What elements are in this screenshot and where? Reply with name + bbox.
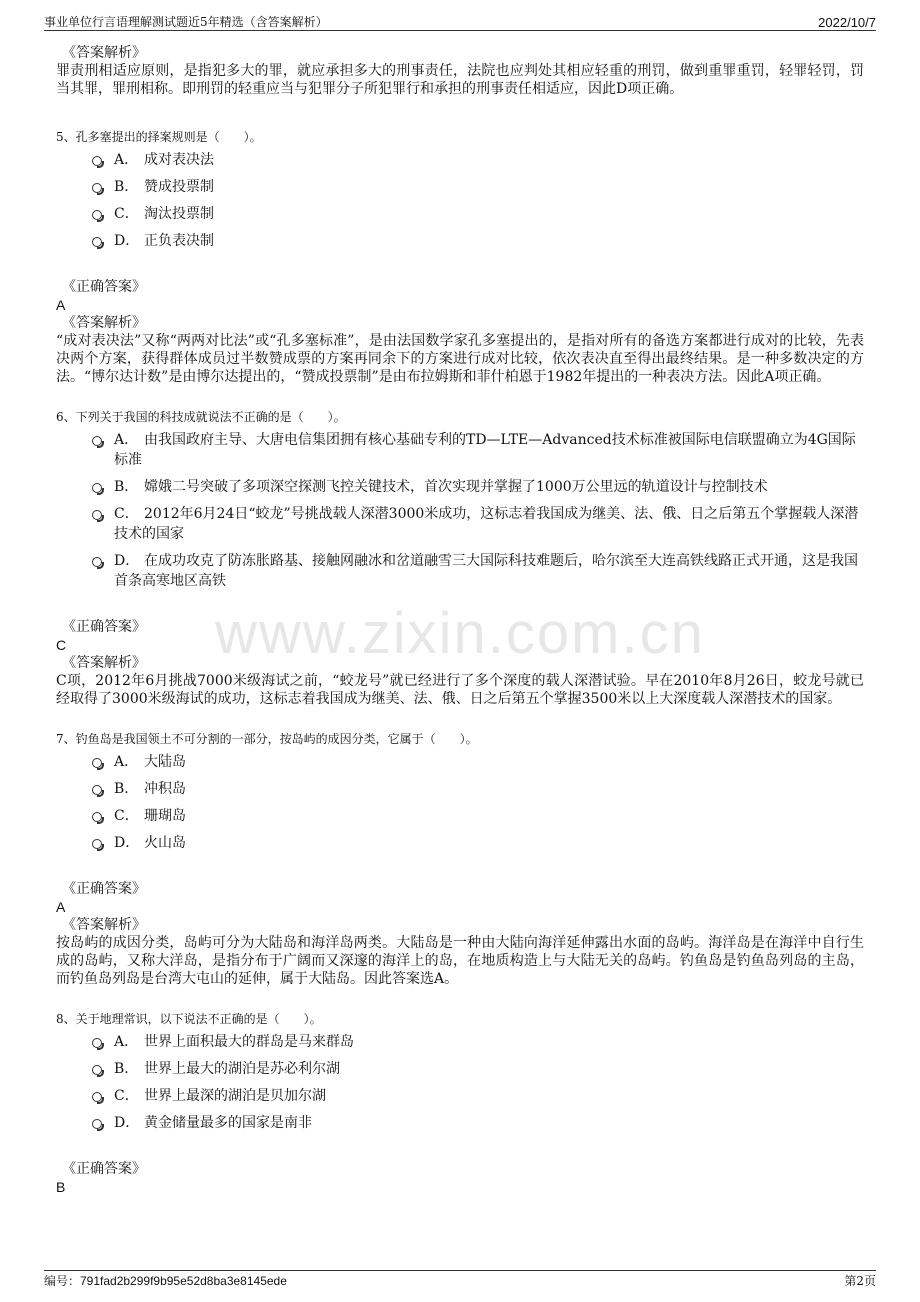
analysis-label: 《答案解析》 (62, 655, 146, 671)
radio-icon[interactable] (92, 210, 102, 220)
radio-icon[interactable] (92, 812, 102, 822)
analysis-label: 《答案解析》 (62, 917, 146, 933)
radio-icon[interactable] (92, 758, 102, 768)
correct-answer: A (56, 899, 66, 915)
analysis-text: 按岛屿的成因分类，岛屿可分为大陆岛和海洋岛两类。大陆岛是一种由大陆向海洋延伸露出水面的岛屿。海洋岛是在海洋中自行生成的岛屿，又称大洋岛，是指分布于广阔而又深邃的海洋上的岛，在地质构造上与大陆无关的岛屿。钓鱼岛是钓鱼岛列岛的主岛，而钓鱼岛列岛是台湾大屯山的延伸，属于大陆岛。因此答案选A。 (56, 935, 864, 987)
radio-icon[interactable] (92, 510, 102, 520)
option-d[interactable]: D． 火山岛 (92, 833, 864, 853)
option-a[interactable]: A． 由我国政府主导、大唐电信集团拥有核心基础专利的TD—LTE—Advanced技术标准被国际电信联盟确立为4G国际标准 (92, 430, 864, 470)
radio-icon[interactable] (92, 1065, 102, 1075)
option-list (92, 1032, 864, 1133)
analysis-text: “成对表决法”又称“两两对比法”或“孔多塞标准”，是由法国数学家孔多塞提出的，是指对所有的备选方案都进行成对的比较，先表决两个方案，获得群体成员过半数赞成票的方案再同余下的方案进行成对比较，依次表决直至得出最终结果。是一种多数决定的方法。“博尔达计数”是由博尔达提出的，“赞成投票制”是由布拉姆斯和菲什柏恩于1982年提出的一种表决方法。因此A项正确。 (56, 333, 864, 385)
option-d[interactable]: D． 正负表决制 (92, 231, 864, 251)
question-stem: 5、孔多塞提出的择案规则是（ ）。 (56, 130, 262, 144)
option-c[interactable]: C． 珊瑚岛 (92, 806, 864, 826)
radio-icon[interactable] (92, 156, 102, 166)
analysis-label: 《答案解析》 (62, 45, 146, 61)
question-stem: 8、关于地理常识，以下说法不正确的是（ ）。 (56, 1012, 322, 1026)
question-stem: 7、钓鱼岛是我国领土不可分割的一部分，按岛屿的成因分类，它属于（ ）。 (56, 732, 478, 746)
radio-icon[interactable] (92, 1119, 102, 1129)
watermark: www.zixin.com.cn (215, 601, 705, 666)
option-b[interactable]: B． 嫦娥二号突破了多项深空探测飞控关键技术，首次实现并掌握了1000万公里远的轨道设计与控制技术 (92, 477, 864, 497)
option-d[interactable]: D． 黄金储量最多的国家是南非 (92, 1113, 864, 1133)
radio-icon[interactable] (92, 785, 102, 795)
radio-icon[interactable] (92, 839, 102, 849)
radio-icon[interactable] (92, 557, 102, 567)
analysis-text: C项，2012年6月挑战7000米级海试之前，“蛟龙号”就已经进行了多个深度的载人深潜试验。早在2010年8月26日，蛟龙号就已经取得了3000米级海试的成功，这标志着我国成为继美、法、俄、日之后第五个掌握3500米以上大深度载人深潜技术的国家。 (56, 673, 864, 707)
analysis-label: 《答案解析》 (62, 315, 146, 331)
option-a[interactable]: A． 成对表决法 (92, 150, 864, 170)
footer-divider (44, 1270, 876, 1271)
correct-answer-label: 《正确答案》 (62, 279, 146, 295)
option-b[interactable]: B． 世界上最大的湖泊是苏必利尔湖 (92, 1059, 864, 1079)
correct-answer-label: 《正确答案》 (62, 881, 146, 897)
radio-icon[interactable] (92, 436, 102, 446)
correct-answer: B (56, 1179, 66, 1195)
option-d[interactable]: D． 在成功攻克了防冻胀路基、接触网融冰和岔道融雪三大国际科技难题后，哈尔滨至大连高铁线路正式开通，这是我国首条高寒地区高铁 (92, 551, 864, 591)
option-list (92, 430, 864, 591)
analysis-text: 罪责刑相适应原则，是指犯多大的罪，就应承担多大的刑事责任，法院也应判处其相应轻重的刑罚，做到重罪重罚，轻罪轻罚，罚当其罪，罪刑相称。即刑罚的轻重应当与犯罪分子所犯罪行和承担的刑事责任相适应，因此D项正确。 (56, 63, 864, 97)
page-footer (44, 1272, 876, 1290)
option-c[interactable]: C． 2012年6月24日“蛟龙”号挑战载人深潜3000米成功，这标志着我国成为继美、法、俄、日之后第五个掌握载人深潜技术的国家 (92, 504, 864, 544)
option-a[interactable]: A． 世界上面积最大的群岛是马来群岛 (92, 1032, 864, 1052)
radio-icon[interactable] (92, 183, 102, 193)
option-b[interactable]: B． 赞成投票制 (92, 177, 864, 197)
page-content (56, 44, 864, 1196)
radio-icon[interactable] (92, 237, 102, 247)
option-list (92, 752, 864, 853)
question-stem: 6、下列关于我国的科技成就说法不正确的是（ ）。 (56, 410, 346, 424)
radio-icon[interactable] (92, 1092, 102, 1102)
document-title: 事业单位行言语理解测试题近5年精选（含答案解析） (44, 15, 328, 29)
header-divider (44, 30, 876, 31)
option-c[interactable]: C． 世界上最深的湖泊是贝加尔湖 (92, 1086, 864, 1106)
option-a[interactable]: A． 大陆岛 (92, 752, 864, 772)
option-b[interactable]: B． 冲积岛 (92, 779, 864, 799)
page-header (44, 10, 876, 30)
correct-answer: A (56, 297, 66, 313)
correct-answer: C (56, 637, 67, 653)
option-c[interactable]: C． 淘汰投票制 (92, 204, 864, 224)
document-code: 编号：791fad2b299f9b95e52d8ba3e8145ede (44, 1274, 287, 1288)
correct-answer-label: 《正确答案》 (62, 619, 146, 635)
option-list (92, 150, 864, 251)
document-date: 2022/10/7 (818, 15, 876, 30)
radio-icon[interactable] (92, 1038, 102, 1048)
radio-icon[interactable] (92, 483, 102, 493)
correct-answer-label: 《正确答案》 (62, 1161, 146, 1177)
page-number: 第2页 (844, 1274, 876, 1288)
